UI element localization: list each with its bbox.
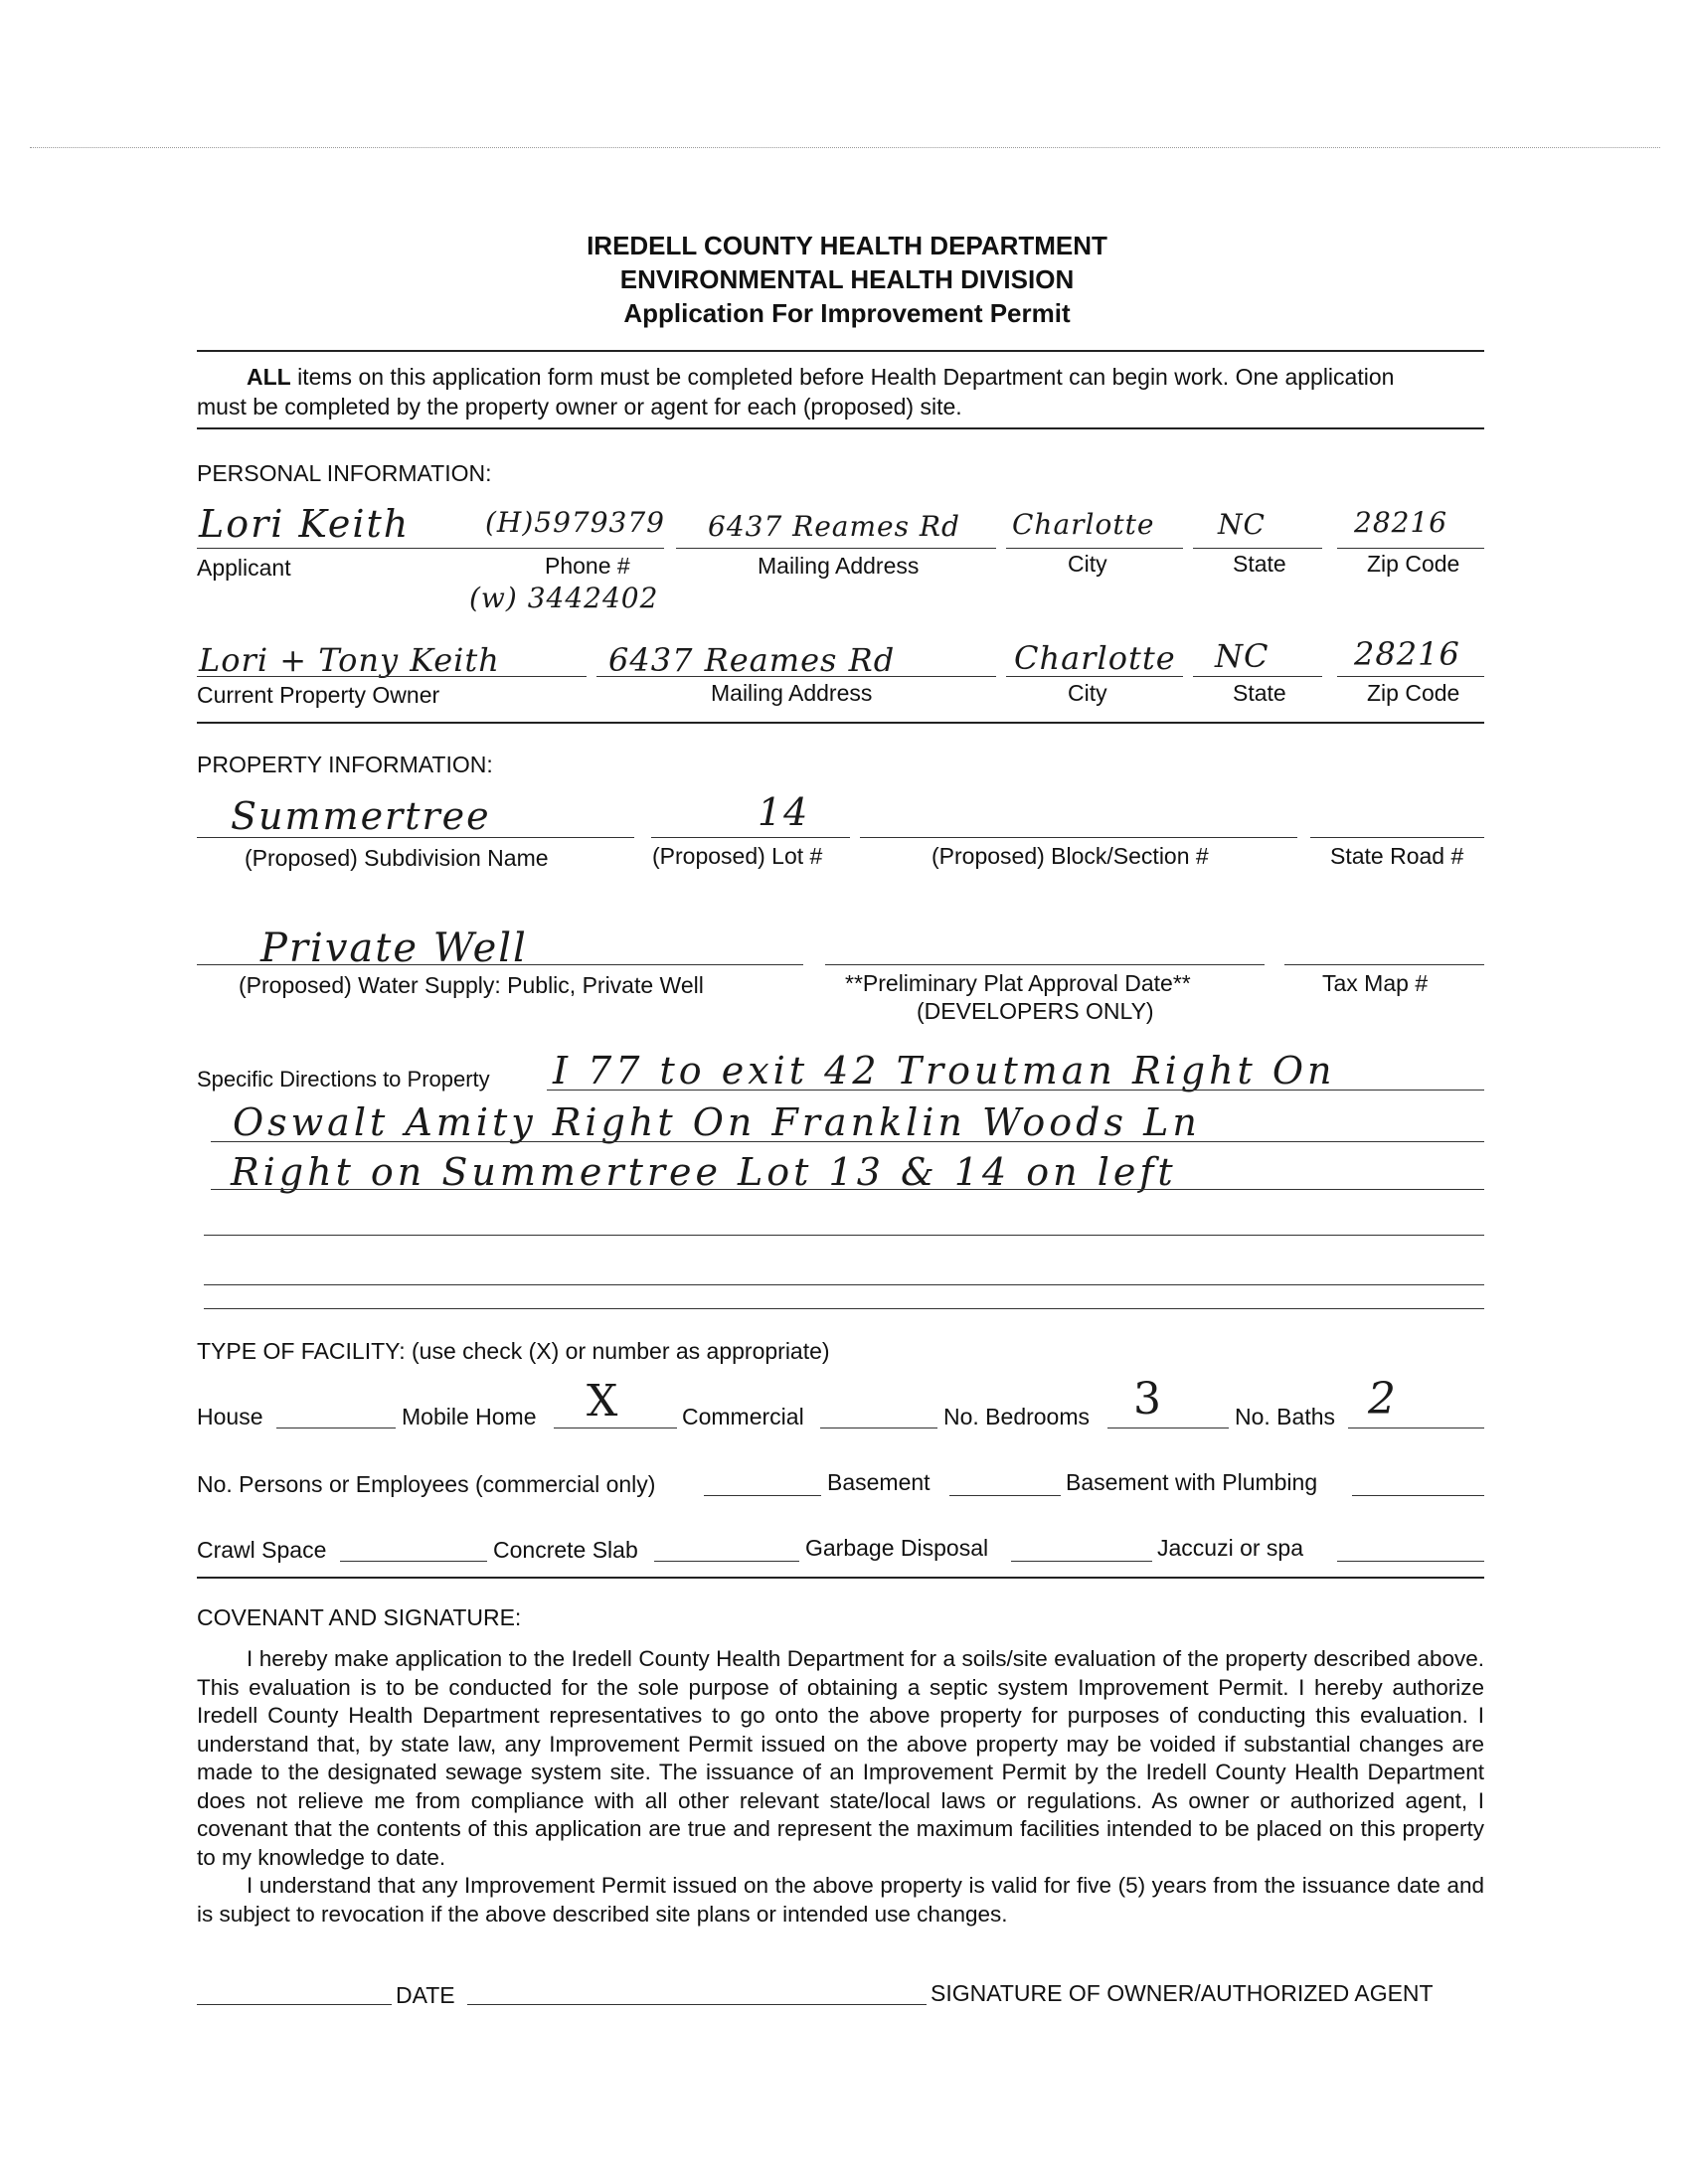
- header-rule: [197, 350, 1484, 352]
- owner-mailing-address-label: Mailing Address: [711, 680, 873, 706]
- division-title: ENVIRONMENTAL HEALTH DIVISION: [619, 264, 1075, 294]
- covenant-paragraph-2: I understand that any Improvement Permit issued on the above property is valid for five (5) years from the issuance date and is subject to revocation if the above described site plans or intended use changes.: [197, 1873, 1484, 1927]
- garbage-disposal-label: Garbage Disposal: [805, 1535, 989, 1561]
- signature-label: SIGNATURE OF OWNER/AUTHORIZED AGENT: [931, 1980, 1434, 2006]
- city-label: City: [1068, 551, 1107, 577]
- applicant-phone-home: (H)5979379: [485, 506, 665, 539]
- owner-label: Current Property Owner: [197, 682, 440, 708]
- owner-line-city: [1006, 676, 1183, 677]
- form-title: Application For Improvement Permit: [623, 298, 1071, 328]
- department-title: IREDELL COUNTY HEALTH DEPARTMENT: [587, 231, 1107, 260]
- plat-developers-label: (DEVELOPERS ONLY): [917, 998, 1154, 1024]
- applicant-line-address: [676, 548, 996, 549]
- owner-state-label: State: [1233, 680, 1286, 706]
- crawl-space-line: [340, 1561, 487, 1562]
- owner-zip: 28216: [1354, 635, 1460, 673]
- crawl-space-label: Crawl Space: [197, 1537, 327, 1563]
- directions-line-2: Oswalt Amity Right On Franklin Woods Ln: [233, 1100, 1201, 1144]
- owner-name: Lori + Tony Keith: [199, 641, 500, 679]
- subdivision-line: [197, 837, 634, 838]
- applicant-line-zip: [1337, 548, 1484, 549]
- directions-rule-5: [204, 1284, 1484, 1285]
- tax-map-line: [1284, 964, 1484, 965]
- covenant-heading: COVENANT AND SIGNATURE:: [197, 1604, 522, 1630]
- mobile-home-value: X: [587, 1376, 620, 1427]
- applicant-line-state: [1193, 548, 1322, 549]
- basement-label: Basement: [827, 1469, 931, 1495]
- intro-line-2: must be completed by the property owner or agent for each (proposed) site.: [197, 394, 962, 420]
- owner-state: NC: [1215, 637, 1270, 675]
- directions-line-3: Right on Summertree Lot 13 & 14 on left: [231, 1150, 1177, 1194]
- subdivision-value: Summertree: [231, 794, 491, 838]
- water-supply-line: [197, 964, 803, 965]
- applicant-name: Lori Keith: [199, 502, 411, 546]
- intro-bold: ALL: [247, 364, 291, 390]
- mobile-home-label: Mobile Home: [402, 1404, 537, 1429]
- water-supply-value: Private Well: [260, 925, 528, 971]
- basement-plumbing-line: [1352, 1495, 1484, 1496]
- covenant-text: [197, 1645, 1484, 1929]
- bedrooms-value: 3: [1133, 1374, 1163, 1425]
- applicant-address: 6437 Reames Rd: [708, 510, 960, 543]
- baths-label: No. Baths: [1235, 1404, 1335, 1429]
- plat-approval-label: **Preliminary Plat Approval Date**: [845, 970, 1191, 996]
- directions-rule-4: [204, 1235, 1484, 1236]
- state-road-label: State Road #: [1330, 843, 1464, 869]
- lot-line: [651, 837, 850, 838]
- jacuzzi-line: [1337, 1561, 1484, 1562]
- owner-line-name: [197, 676, 587, 677]
- applicant-line-city: [1006, 548, 1183, 549]
- date-label: DATE: [396, 1982, 455, 2008]
- lot-value: 14: [758, 790, 810, 834]
- concrete-slab-label: Concrete Slab: [493, 1537, 638, 1563]
- applicant-phone-work: (w) 3442402: [469, 582, 659, 614]
- water-supply-label: (Proposed) Water Supply: Public, Private Well: [239, 972, 704, 998]
- date-line-left: [197, 2004, 392, 2005]
- directions-label: Specific Directions to Property: [197, 1067, 490, 1092]
- facility-rule: [197, 1577, 1484, 1579]
- facility-heading: TYPE OF FACILITY: (use check (X) or number as appropriate): [197, 1338, 830, 1364]
- state-label: State: [1233, 551, 1286, 577]
- commercial-label: Commercial: [682, 1404, 804, 1429]
- house-label: House: [197, 1404, 263, 1429]
- owner-line-address: [596, 676, 996, 677]
- directions-rule-6: [204, 1308, 1484, 1309]
- bedrooms-label: No. Bedrooms: [943, 1404, 1091, 1429]
- personal-heading: PERSONAL INFORMATION:: [197, 460, 492, 486]
- owner-address: 6437 Reames Rd: [608, 641, 896, 679]
- tax-map-label: Tax Map #: [1322, 970, 1429, 996]
- date-line-right: [467, 2004, 927, 2005]
- jacuzzi-label: Jaccuzi or spa: [1157, 1535, 1304, 1561]
- covenant-paragraph-1: I hereby make application to the Iredell County Health Department for a soils/site evaluation of the property described above. This evaluation is to be conducted for the sole purpose of obtaining a septic system Improvement Permit. I hereby authorize Iredell County Health Department representatives to go onto the above property for purposes of conducting this evaluation. I understand that, by state law, any Improvement Permit issued on the above property may be voided if substantial changes are made to the designated sewage system site. The issuance of an Improvement Permit by the Iredell County Health Department does not relieve me from compliance with all other relevant state/local laws or regulations. As owner or authorized agent, I covenant that the contents of this application are true and represent the maximum facilities intended to be placed on this property to my knowledge to date.: [197, 1646, 1484, 1870]
- directions-rule-1: [547, 1090, 1484, 1091]
- basement-plumbing-label: Basement with Plumbing: [1066, 1469, 1318, 1495]
- intro-text-1: items on this application form must be completed before Health Department can begin work. One application: [290, 364, 1395, 390]
- persons-label: No. Persons or Employees (commercial only): [197, 1471, 656, 1497]
- scan-edge-line: [30, 147, 1660, 148]
- directions-rule-2: [211, 1141, 1484, 1142]
- basement-line: [949, 1495, 1061, 1496]
- directions-rule-3: [211, 1189, 1484, 1190]
- applicant-label: Applicant: [197, 555, 291, 581]
- state-road-line: [1310, 837, 1484, 838]
- intro-line-1: [247, 366, 1394, 389]
- applicant-city: Charlotte: [1012, 508, 1155, 541]
- mailing-address-label: Mailing Address: [758, 553, 920, 579]
- subdivision-label: (Proposed) Subdivision Name: [245, 845, 549, 871]
- owner-city: Charlotte: [1014, 639, 1176, 677]
- owner-city-label: City: [1068, 680, 1107, 706]
- baths-value: 2: [1368, 1374, 1398, 1425]
- block-label: (Proposed) Block/Section #: [932, 843, 1209, 869]
- plat-date-line: [825, 964, 1265, 965]
- zip-label: Zip Code: [1367, 551, 1460, 577]
- lot-label: (Proposed) Lot #: [652, 843, 823, 869]
- persons-line: [704, 1495, 821, 1496]
- applicant-line-name: [197, 548, 664, 549]
- concrete-slab-line: [654, 1561, 799, 1562]
- phone-label: Phone #: [545, 553, 630, 579]
- garbage-disposal-line: [1011, 1561, 1152, 1562]
- directions-line-1: I 77 to exit 42 Troutman Right On: [553, 1049, 1336, 1092]
- personal-rule: [197, 722, 1484, 724]
- intro-rule: [197, 427, 1484, 429]
- applicant-zip: 28216: [1354, 506, 1448, 539]
- owner-line-state: [1193, 676, 1322, 677]
- owner-line-zip: [1337, 676, 1484, 677]
- owner-zip-label: Zip Code: [1367, 680, 1460, 706]
- applicant-state: NC: [1218, 508, 1266, 541]
- property-heading: PROPERTY INFORMATION:: [197, 752, 493, 777]
- block-line: [860, 837, 1297, 838]
